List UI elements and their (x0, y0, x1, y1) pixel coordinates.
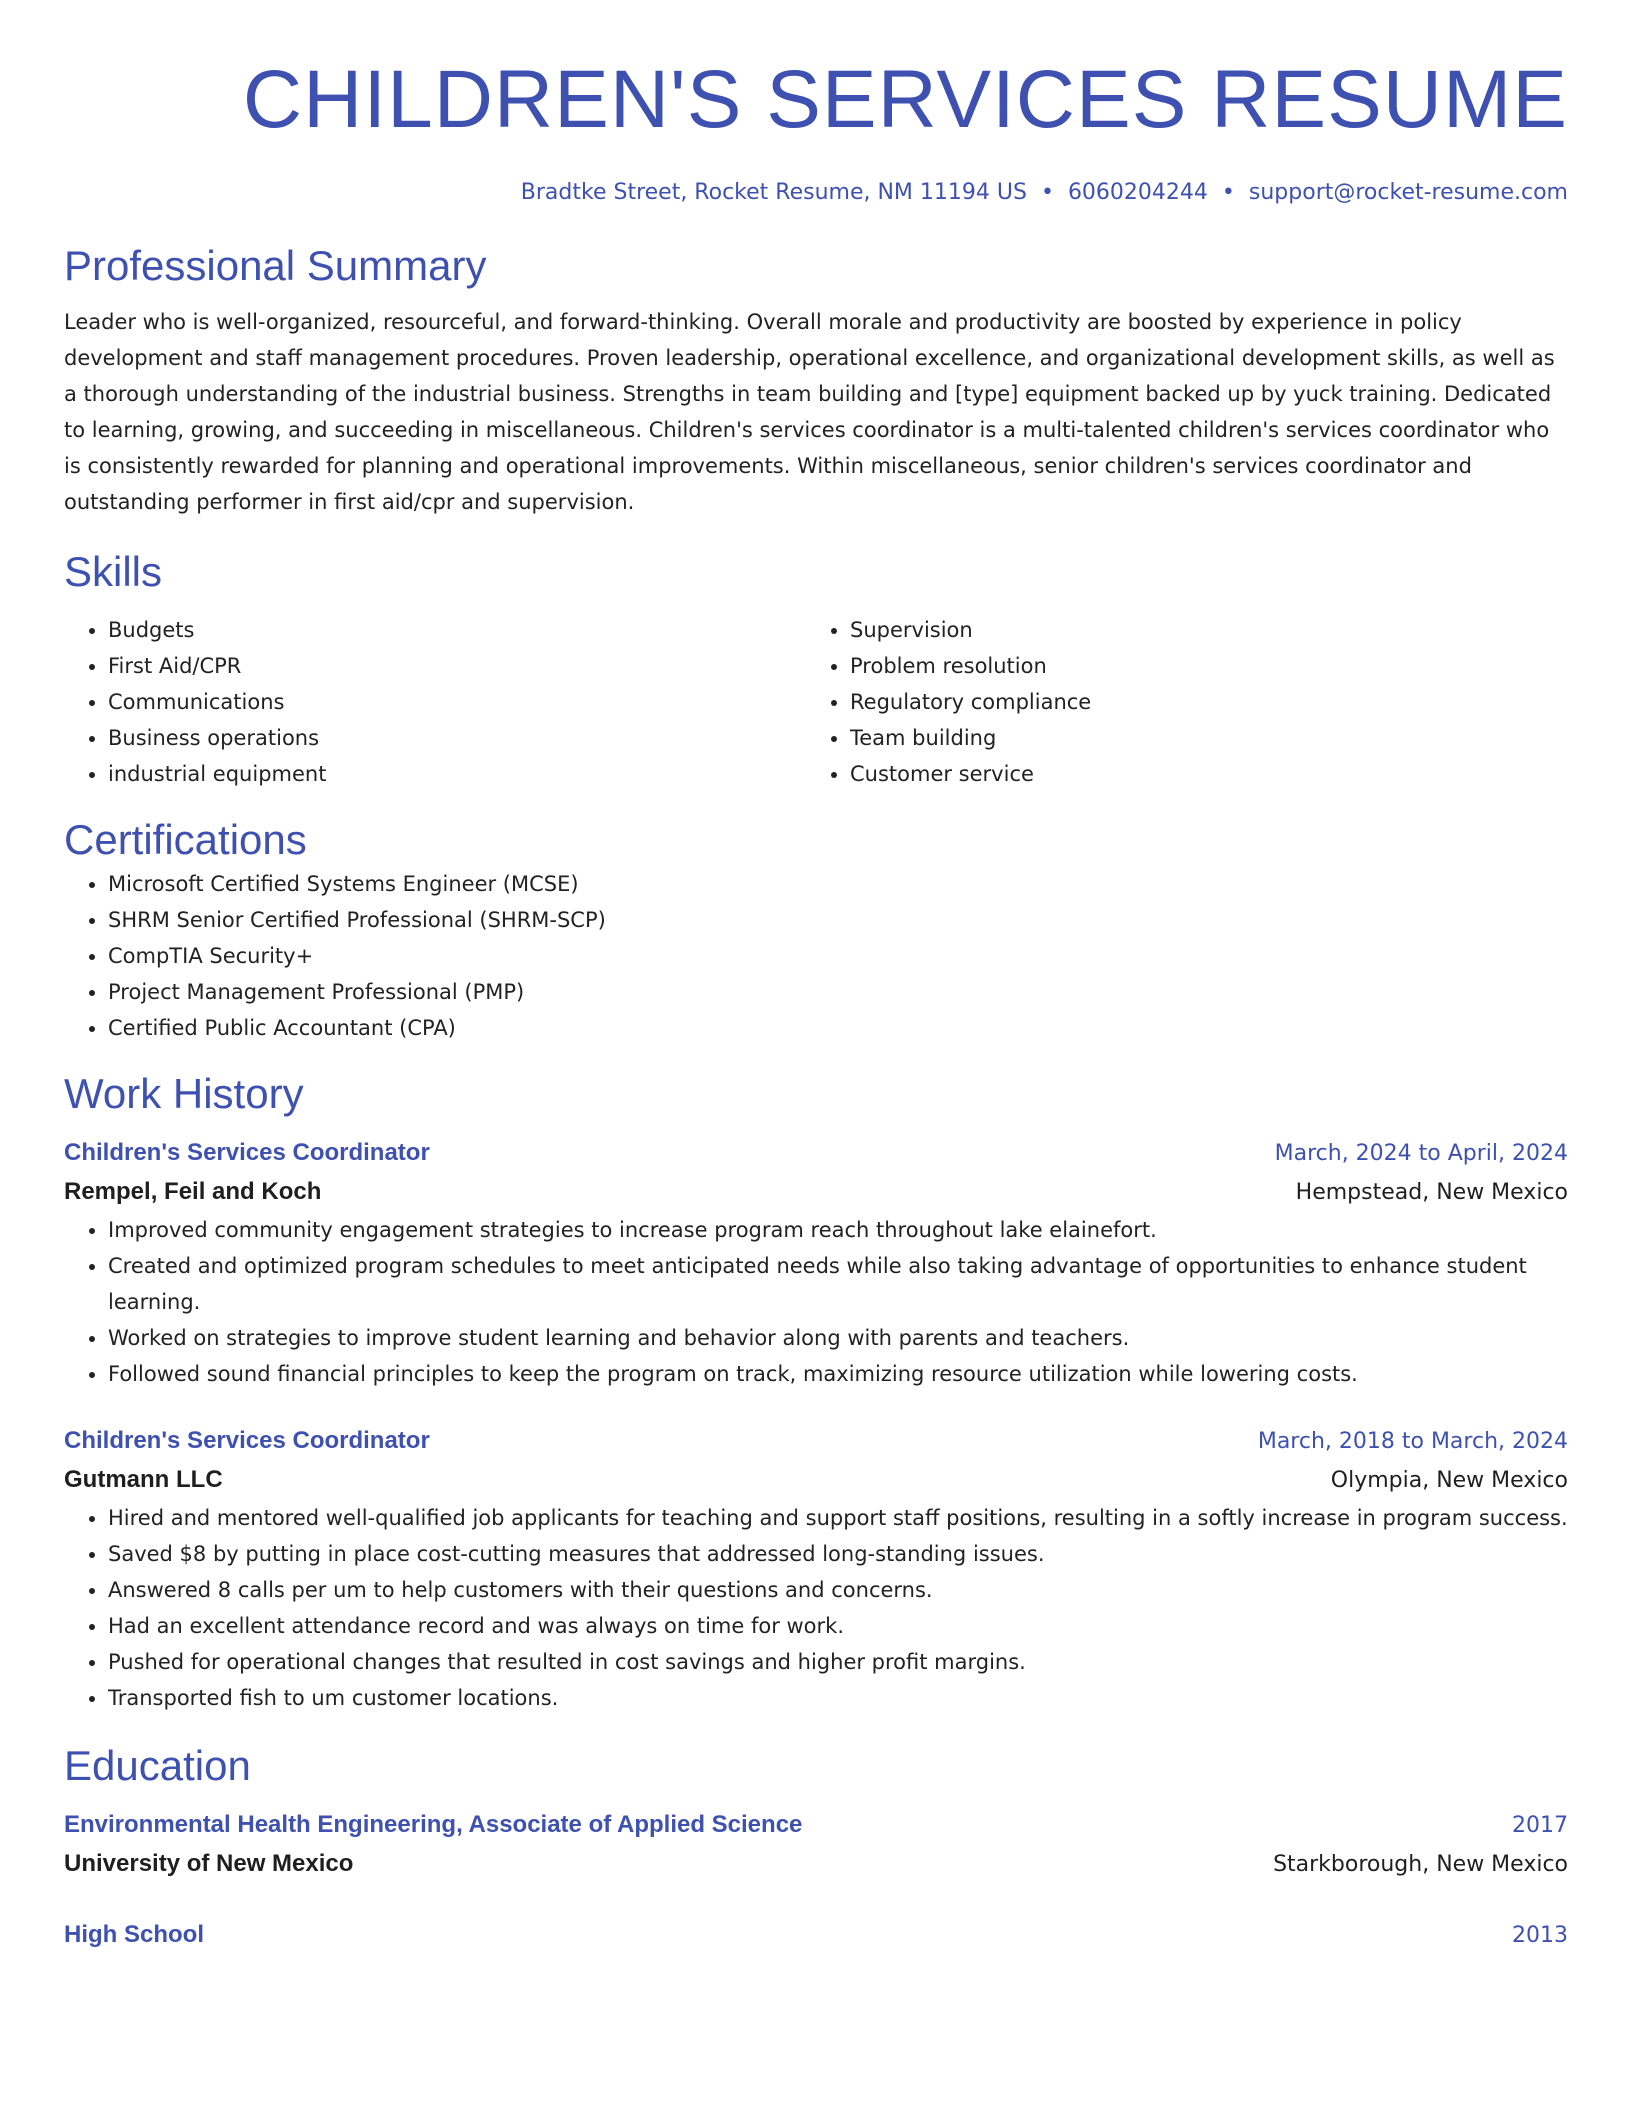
skill-item: • Communications (108, 684, 806, 720)
skill-item: • Team building (850, 720, 1568, 756)
contact-address: Bradtke Street, Rocket Resume, NM 11194 US (520, 180, 1027, 205)
certification-item: • CompTIA Security+ (108, 938, 1568, 974)
education-degree: Environmental Health Engineering, Associate of Applied Science (64, 1811, 803, 1838)
job-duties (64, 1500, 1568, 1716)
skill-item: • Problem resolution (850, 648, 1568, 684)
job-company-row (64, 1461, 1568, 1500)
education-school-row (64, 1845, 1568, 1884)
certification-item: • Certified Public Accountant (CPA) (108, 1010, 1568, 1046)
contact-separator: • (1221, 180, 1235, 205)
certification-item: • Project Management Professional (PMP) (108, 974, 1568, 1010)
job-duties (64, 1212, 1568, 1392)
skill-item: • Customer service (850, 756, 1568, 792)
skills-heading: Skills (64, 548, 163, 595)
job-duty: • Transported fish to um customer locations. (108, 1680, 1568, 1716)
contact-email[interactable]: support@rocket-resume.com (1248, 180, 1568, 205)
skill-item: • Regulatory compliance (850, 684, 1568, 720)
education-heading: Education (64, 1742, 251, 1789)
job-duty: • Improved community engagement strategies to increase program reach throughout lake elainefort. (108, 1212, 1568, 1248)
education-entry (64, 1916, 1568, 1955)
education-location: Starkborough, New Mexico (1273, 1852, 1568, 1877)
skill-item: • Budgets (108, 612, 806, 648)
job-header-row (64, 1422, 1568, 1461)
skill-item: • industrial equipment (108, 756, 806, 792)
skill-item: • First Aid/CPR (108, 648, 806, 684)
work-history-heading: Work History (64, 1070, 304, 1117)
skills-list-left (64, 612, 806, 792)
job-header-row (64, 1134, 1568, 1173)
job-duty: • Created and optimized program schedules to meet anticipated needs while also taking advantage of opportunities to enhance student learning. (108, 1248, 1568, 1320)
skill-item: • Supervision (850, 612, 1568, 648)
job-duty: • Answered 8 calls per um to help customers with their questions and concerns. (108, 1572, 1568, 1608)
job-duty: • Had an excellent attendance record and was always on time for work. (108, 1608, 1568, 1644)
job-dates: March, 2018 to March, 2024 (1257, 1429, 1568, 1454)
skill-item: • Business operations (108, 720, 806, 756)
summary-heading: Professional Summary (64, 242, 487, 289)
certification-item: • Microsoft Certified Systems Engineer (MCSE) (108, 866, 1568, 902)
education-header-row (64, 1916, 1568, 1955)
job-company: Gutmann LLC (64, 1466, 223, 1493)
job-duty: • Saved $8 by putting in place cost-cutting measures that addressed long-standing issues. (108, 1536, 1568, 1572)
resume-title: CHILDREN'S SERVICES RESUME (242, 54, 1568, 145)
job-location: Olympia, New Mexico (1330, 1468, 1568, 1493)
education-header-row (64, 1806, 1568, 1845)
skills-list-right (806, 612, 1568, 792)
job-duty: • Pushed for operational changes that resulted in cost savings and higher profit margins. (108, 1644, 1568, 1680)
job-company: Rempel, Feil and Koch (64, 1178, 322, 1205)
job-title: Children's Services Coordinator (64, 1139, 430, 1166)
job-dates: March, 2024 to April, 2024 (1274, 1141, 1568, 1166)
education-entry (64, 1806, 1568, 1884)
education-degree: High School (64, 1921, 204, 1948)
education-year: 2013 (1512, 1923, 1568, 1948)
job-entry (64, 1422, 1568, 1716)
contact-phone: 6060204244 (1067, 180, 1208, 205)
certifications-list (64, 866, 1568, 1046)
education-school: University of New Mexico (64, 1850, 354, 1877)
summary-text: Leader who is well-organized, resourceful, and forward-thinking. Overall morale and productivity are boosted by experience in policy development and staff management procedures. Proven leadership, operational excellence, and organizational development skills, as well as a thorough understanding of the industrial business. Strengths in team building and [type] equipment backed up by yuck training. Dedicated to learning, growing, and succeeding in miscellaneous. Children's services coordinator is a multi-talented children's services coordinator who is consistently rewarded for planning and operational improvements. Within miscellaneous, senior children's services coordinator and outstanding performer in first aid/cpr and supervision. (64, 310, 1555, 514)
skills-grid (64, 612, 1568, 792)
job-location: Hempstead, New Mexico (1295, 1180, 1568, 1205)
certifications-heading: Certifications (64, 816, 307, 863)
education-year: 2017 (1512, 1813, 1568, 1838)
job-entry (64, 1134, 1568, 1392)
contact-separator: • (1040, 180, 1054, 205)
job-duty: • Hired and mentored well-qualified job applicants for teaching and support staff positions, resulting in a softly increase in program success. (108, 1500, 1568, 1536)
job-company-row (64, 1173, 1568, 1212)
certification-item: • SHRM Senior Certified Professional (SHRM-SCP) (108, 902, 1568, 938)
job-duty: • Followed sound financial principles to keep the program on track, maximizing resource utilization while lowering costs. (108, 1356, 1568, 1392)
contact-line (64, 178, 1568, 208)
job-duty: • Worked on strategies to improve student learning and behavior along with parents and teachers. (108, 1320, 1568, 1356)
job-title: Children's Services Coordinator (64, 1427, 430, 1454)
